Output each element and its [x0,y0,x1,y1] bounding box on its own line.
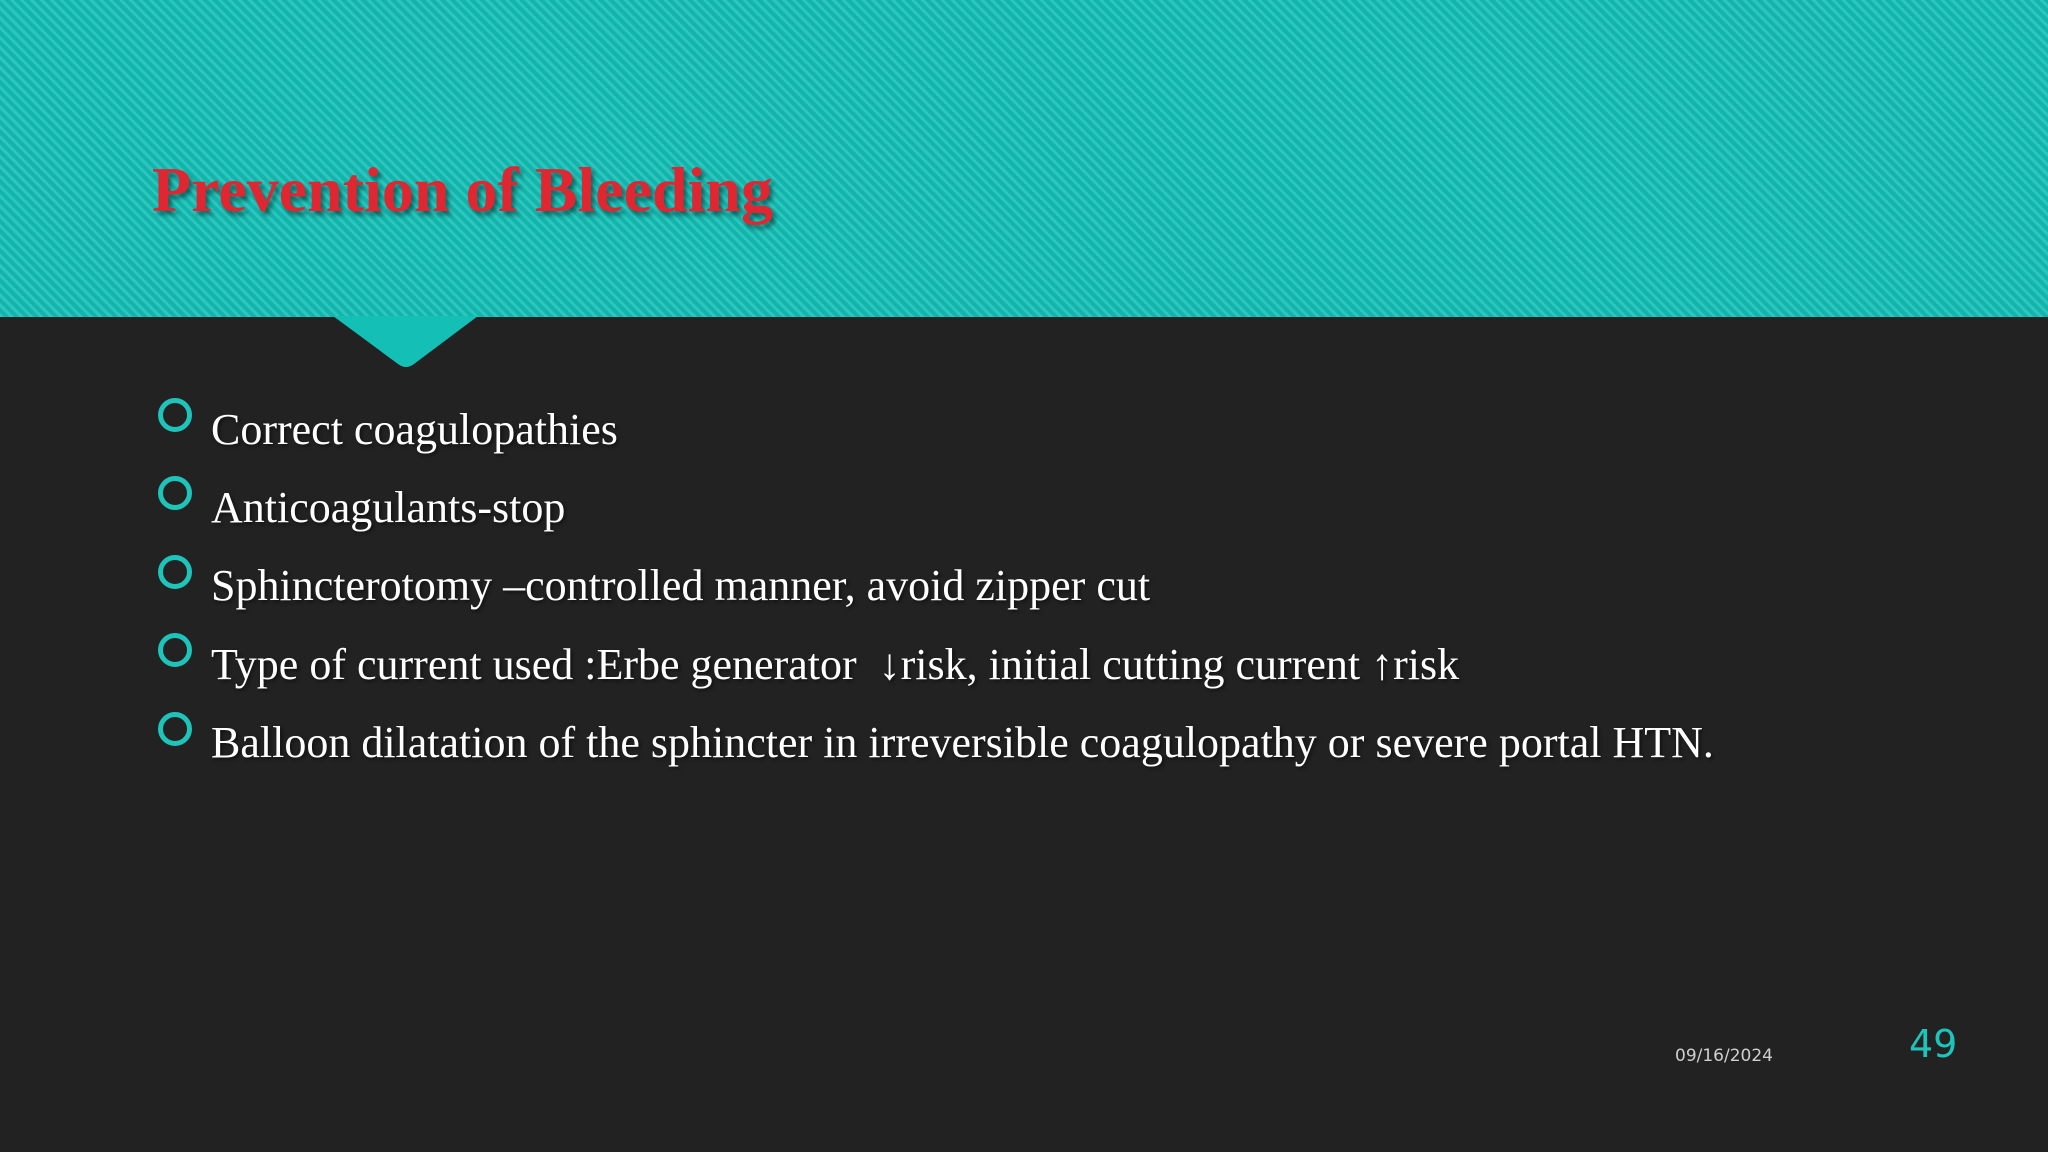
bullet-item [154,468,1714,546]
header-notch [0,316,2048,370]
bullet-text: Type of current used :Erbe generator ↓risk, initial cutting current ↑risk [211,639,1460,689]
bullet-item [154,547,1714,625]
bullet-text: Balloon dilatation of the sphincter in irreversible coagulopathy or severe portal HTN. [211,718,1714,768]
circle-bullet-icon [158,712,192,746]
bullet-item [154,704,1714,782]
circle-bullet-icon [158,633,192,667]
bullet-list [154,390,1714,782]
bullet-text: Correct coagulopathies [211,404,618,454]
circle-bullet-icon [158,398,192,432]
bullet-text: Sphincterotomy –controlled manner, avoid zipper cut [211,561,1151,611]
slide-title: Prevention of Bleeding [152,154,773,225]
bullet-text: Anticoagulants-stop [211,483,566,533]
circle-bullet-icon [158,555,192,589]
bullet-item [154,625,1714,703]
circle-bullet-icon [158,476,192,510]
footer-date: 09/16/2024 [1675,1046,1773,1066]
slide-number: 49 [1909,1022,1958,1066]
bullet-item [154,390,1714,468]
